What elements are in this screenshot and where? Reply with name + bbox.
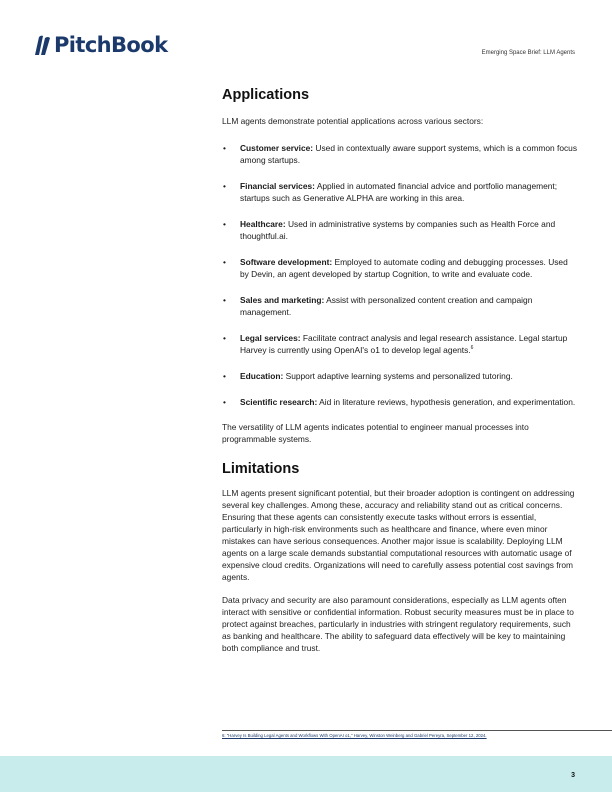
list-item xyxy=(222,180,578,204)
list-item-text: Facilitate contract analysis and legal research assistance. Legal startup Harvey is currently using OpenAI's o1 to develop legal agents. xyxy=(240,333,568,355)
footnote-divider xyxy=(222,730,612,731)
logo-text: PitchBook xyxy=(54,33,168,57)
list-item xyxy=(222,332,578,356)
list-item xyxy=(222,256,578,280)
main-content xyxy=(222,86,578,654)
limitations-heading: Limitations xyxy=(222,461,300,477)
applications-heading: Applications xyxy=(222,87,310,103)
list-item xyxy=(222,142,578,166)
list-item xyxy=(222,294,578,318)
bullet-icon: • xyxy=(223,371,226,381)
bullet-icon: • xyxy=(223,333,226,343)
list-item xyxy=(222,370,578,382)
list-item-term: Financial services: xyxy=(240,181,315,191)
list-item-text: Assist with personalized content creation and campaign management. xyxy=(240,295,533,317)
bullet-icon: • xyxy=(223,295,226,305)
list-item-text: Used in administrative systems by companies such as Health Force and thoughtful.ai. xyxy=(240,219,556,241)
list-item xyxy=(222,218,578,242)
limitations-paragraph-1: LLM agents present significant potential, but their broader adoption is contingent on addressing several key challenges. Among these, accuracy and reliability stand out as critical concerns. Ensuring that these agents can consistently execute tasks without errors is essential, particularly in high-risk environments such as healthcare and finance, where even minor mistakes can have serious consequences. Another major issue is scalability. Deploying LLM agents on a large scale demands substantial computational resources with automatic usage of expensive cloud credits. Organizations will need to carefully assess potential cost savings from agents. xyxy=(222,488,575,582)
list-item xyxy=(222,396,578,408)
bullet-icon: • xyxy=(223,181,226,191)
limitations-paragraph-2: Data privacy and security are also paramount considerations, especially as LLM agents often interact with sensitive or confidential information. Robust security measures must be in place to protect against breaches, particularly in industries with stringent regulatory requirements, such as banking and healthcare. The ability to safeguard data effectively will be key to maintaining both compliance and trust. xyxy=(222,595,574,653)
list-item-text: Support adaptive learning systems and personalized tutoring. xyxy=(283,371,513,381)
footnote-link[interactable]: 6: "Harvey Is Building Legal Agents and Workflows With OpenAI o1," Harvey, Winston Weinberg and Gabriel Pereyra, September 12, 2024. xyxy=(222,733,487,738)
document-title: Emerging Space Brief: LLM Agents xyxy=(481,50,575,56)
list-item-term: Education: xyxy=(240,371,284,381)
page-number: 3 xyxy=(571,772,575,779)
list-item-text: Used in contextually aware support systems, which is a common focus among startups. xyxy=(240,143,578,165)
list-item-term: Customer service: xyxy=(240,143,314,153)
footnote-ref[interactable]: 6 xyxy=(470,345,474,352)
list-item-text: Employed to automate coding and debugging processes. Used by Devin, an agent developed by startup Cognition, to write and evaluate code. xyxy=(240,257,568,279)
list-item-term: Scientific research: xyxy=(240,397,318,407)
bullet-icon: • xyxy=(223,143,226,153)
applications-list xyxy=(222,142,578,408)
list-item-term: Sales and marketing: xyxy=(240,295,325,305)
applications-closing: The versatility of LLM agents indicates potential to engineer manual processes into programmable systems. xyxy=(222,422,529,444)
list-item-text: Aid in literature reviews, hypothesis generation, and experimentation. xyxy=(317,397,576,407)
list-item-text: Applied in automated financial advice and portfolio management; startups such as Generative ALPHA are working in this area. xyxy=(240,181,558,203)
bullet-icon: • xyxy=(223,397,226,407)
page-footer xyxy=(0,756,612,792)
applications-intro: LLM agents demonstrate potential applications across various sectors: xyxy=(222,116,484,126)
list-item-term: Legal services: xyxy=(240,333,301,343)
pitchbook-feather-icon xyxy=(32,34,52,56)
bullet-icon: • xyxy=(223,257,226,267)
bullet-icon: • xyxy=(223,219,226,229)
pitchbook-logo xyxy=(32,33,167,57)
list-item-term: Software development: xyxy=(240,257,333,267)
list-item-term: Healthcare: xyxy=(240,219,286,229)
